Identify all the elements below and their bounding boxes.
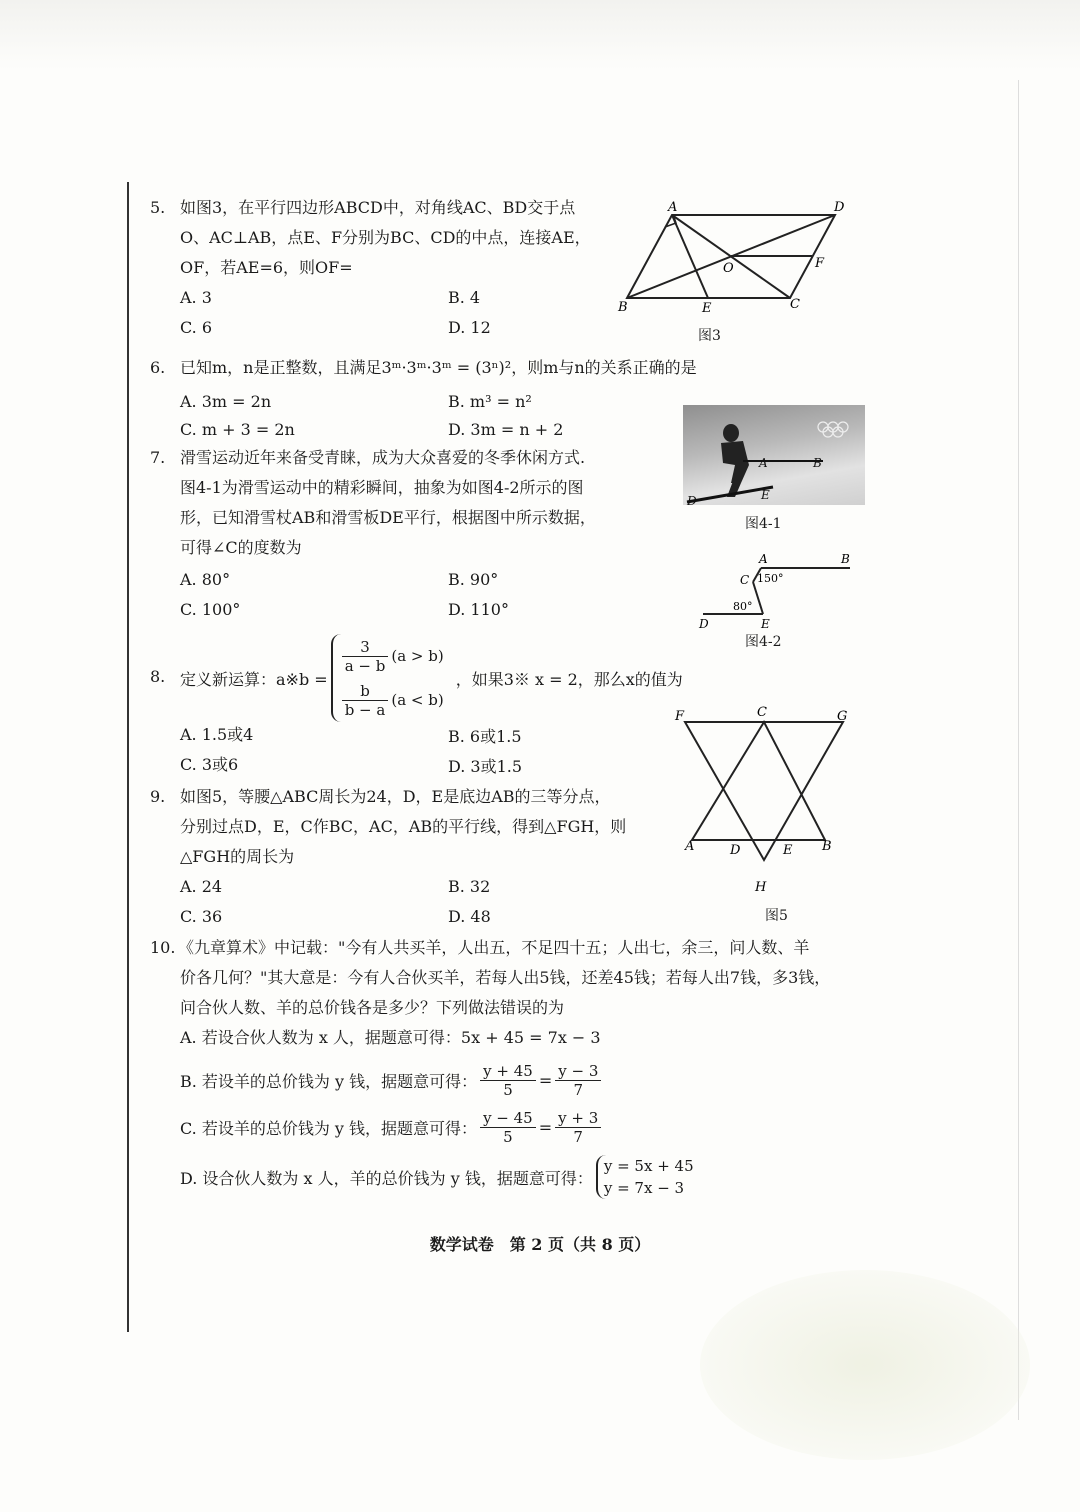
q10-option-c	[180, 1105, 604, 1149]
q10-d-eq2: y = 7x − 3	[603, 1179, 685, 1197]
fig3-label-c: C	[790, 297, 800, 312]
q8-number: 8.	[150, 667, 166, 686]
q6-number: 6.	[150, 358, 166, 377]
segment-ce	[753, 582, 763, 614]
q6-option-c: C. m + 3 = 2n	[180, 420, 295, 439]
q10-c-frac1-num: y − 45	[480, 1109, 536, 1128]
q8-option-a: A. 1.5或4	[180, 725, 254, 744]
fig5-label-b: B	[822, 839, 832, 854]
q10-stem-line3: 问合伙人数、羊的总价钱各是多少？下列做法错误的为	[180, 998, 565, 1017]
angle-80-label: 80°	[733, 600, 753, 613]
q6-option-b: B. m³ = n²	[448, 392, 532, 411]
q7-stem-line2: 图4-1为滑雪运动中的精彩瞬间，抽象为如图4-2所示的图	[180, 478, 584, 497]
fig5-label-h: H	[755, 880, 767, 895]
ski-photo-drawing	[683, 405, 865, 505]
q10-c-frac1-den: 5	[503, 1127, 513, 1146]
q10-stem-line2: 价各几何？"其大意是：今有人合伙买羊，若每人出5钱，还差45钱；若每人出7钱，多3钱，	[180, 968, 831, 987]
q7-option-b: B. 90°	[448, 570, 499, 589]
q8-case2-condition: (a < b)	[391, 691, 444, 709]
fig5-caption: 图5	[765, 908, 788, 924]
q8-option-c: C. 3或6	[180, 755, 239, 774]
q10-option-d-text: D. 设合伙人数为 x 人，羊的总价钱为 y 钱，据题意可得：	[180, 1168, 593, 1188]
q9-stem-line1: 如图5，等腰△ABC周长为24，D，E是底边AB的三等分点，	[180, 787, 611, 806]
q7-option-d: D. 110°	[448, 600, 509, 619]
q6-option-a: A. 3m = 2n	[180, 392, 272, 411]
q10-option-b-text: B. 若设羊的总价钱为 y 钱，据题意可得：	[180, 1071, 478, 1091]
figure-4-2	[695, 548, 860, 633]
angle-150-label: 150°	[757, 572, 784, 585]
q5-option-b: B. 4	[448, 288, 481, 307]
fig5-label-a: A	[685, 839, 695, 854]
photo-label-a: A	[759, 456, 768, 470]
fig4-2-label-d: D	[699, 617, 709, 631]
q10-number: 10.	[150, 938, 176, 957]
q10-c-frac2-num: y + 3	[555, 1109, 601, 1128]
fig5-label-f: F	[675, 709, 685, 724]
photo-label-e: E	[761, 488, 770, 502]
q5-option-a: A. 3	[180, 288, 212, 307]
q8-suffix: ，如果3※ x = 2，那么x的值为	[455, 669, 683, 689]
figure-5-triangles	[665, 700, 865, 900]
fig4-1-caption: 图4-1	[745, 516, 782, 532]
fig5-label-g: G	[837, 709, 848, 724]
q6-stem: 已知m，n是正整数，且满足3ᵐ·3ᵐ·3ᵐ = (3ⁿ)²，则m与n的关系正确的是	[180, 358, 697, 377]
q9-stem-line2: 分别过点D，E，C作BC，AC，AB的平行线，得到△FGH，则	[180, 817, 627, 836]
margin-rule	[127, 182, 129, 1332]
q10-b-frac1-den: 5	[503, 1080, 513, 1099]
q7-option-a: A. 80°	[180, 570, 231, 589]
q9-option-c: C. 36	[180, 907, 223, 926]
scan-smudge	[700, 1270, 1030, 1460]
q10-option-a: A. 若设合伙人数为 x 人，据题意可得：5x + 45 = 7x − 3	[180, 1028, 601, 1047]
q5-option-c: C. 6	[180, 318, 213, 337]
q8-prefix: 定义新运算：a※b =	[180, 669, 328, 689]
page-footer: 数学试卷 第 2 页（共 8 页）	[429, 1235, 651, 1254]
q9-option-a: A. 24	[180, 877, 223, 896]
q7-stem-line3: 形，已知滑雪杖AB和滑雪板DE平行，根据图中所示数据，	[180, 508, 596, 527]
page-right-edge	[1018, 80, 1019, 1420]
q8-case1-condition: (a > b)	[391, 647, 444, 665]
q10-c-equals: =	[538, 1117, 553, 1137]
fig3-caption: 图3	[698, 328, 721, 344]
fig3-label-f: F	[815, 256, 825, 271]
q10-d-system	[596, 1155, 694, 1199]
photo-label-d: D	[687, 494, 697, 505]
q9-stem-line3: △FGH的周长为	[180, 847, 295, 866]
q8-case1-numerator: 3	[342, 638, 389, 657]
q10-option-b	[180, 1058, 604, 1102]
fig3-label-b: B	[618, 300, 628, 315]
scan-top-shadow	[0, 0, 1080, 70]
fig3-label-o: O	[723, 261, 734, 276]
q7-number: 7.	[150, 448, 166, 467]
q5-option-d: D. 12	[448, 318, 491, 337]
fig5-label-e: E	[783, 843, 793, 858]
fig5-label-d: D	[730, 843, 741, 858]
fig3-label-d: D	[834, 200, 845, 215]
q7-stem-line4: 可得∠C的度数为	[180, 538, 302, 557]
q5-stem-line3: OF，若AE=6，则OF=	[180, 258, 353, 277]
q5-stem-line1: 如图3，在平行四边形ABCD中，对角线AC、BD交于点	[180, 198, 576, 217]
q5-number: 5.	[150, 198, 166, 217]
q10-c-frac2-den: 7	[573, 1127, 583, 1146]
q9-option-b: B. 32	[448, 877, 491, 896]
q8-case2-numerator: b	[342, 682, 389, 701]
figure-3-parallelogram	[610, 195, 860, 320]
q10-option-c-text: C. 若设羊的总价钱为 y 钱，据题意可得：	[180, 1118, 478, 1138]
q10-b-equals: =	[538, 1070, 553, 1090]
q10-stem-line1: 《九章算术》中记载："今有人共买羊，人出五，不足四十五；人出七，余三，问人数、羊	[178, 938, 810, 957]
q8-case1-denominator: a − b	[344, 656, 386, 675]
q10-b-frac2-den: 7	[573, 1080, 584, 1099]
ski-photo	[683, 405, 865, 505]
q7-stem-line1: 滑雪运动近年来备受青睐，成为大众喜爱的冬季休闲方式.	[180, 448, 586, 467]
q10-b-frac1-num: y + 45	[480, 1062, 536, 1081]
q10-b-frac2-num: y − 3	[555, 1062, 601, 1081]
q9-number: 9.	[150, 787, 166, 806]
fig3-label-a: A	[668, 200, 678, 215]
fig3-label-e: E	[702, 301, 712, 316]
q9-option-d: D. 48	[448, 907, 491, 926]
q8-stem	[180, 632, 683, 724]
fig4-2-label-a: A	[759, 552, 768, 566]
fig4-2-label-b: B	[841, 552, 850, 566]
fig4-2-label-c: C	[740, 573, 750, 587]
triangle-abc	[692, 722, 825, 840]
fig4-2-caption: 图4-2	[745, 634, 782, 650]
fig4-2-label-e: E	[761, 617, 770, 631]
q8-case2-denominator: b − a	[344, 700, 386, 719]
q6-option-d: D. 3m = n + 2	[448, 420, 564, 439]
fig5-label-c: C	[757, 705, 767, 720]
olympic-rings-icon	[818, 422, 848, 437]
q8-option-d: D. 3或1.5	[448, 757, 523, 776]
q8-piecewise	[331, 634, 444, 722]
q10-d-eq1: y = 5x + 45	[603, 1157, 694, 1175]
q5-stem-line2: O、AC⊥AB，点E、F分别为BC、CD的中点，连接AE，	[180, 228, 591, 247]
q7-option-c: C. 100°	[180, 600, 241, 619]
q10-option-d	[180, 1153, 694, 1201]
photo-label-b: B	[813, 456, 822, 470]
skier-head	[723, 424, 739, 442]
q8-option-b: B. 6或1.5	[448, 727, 522, 746]
